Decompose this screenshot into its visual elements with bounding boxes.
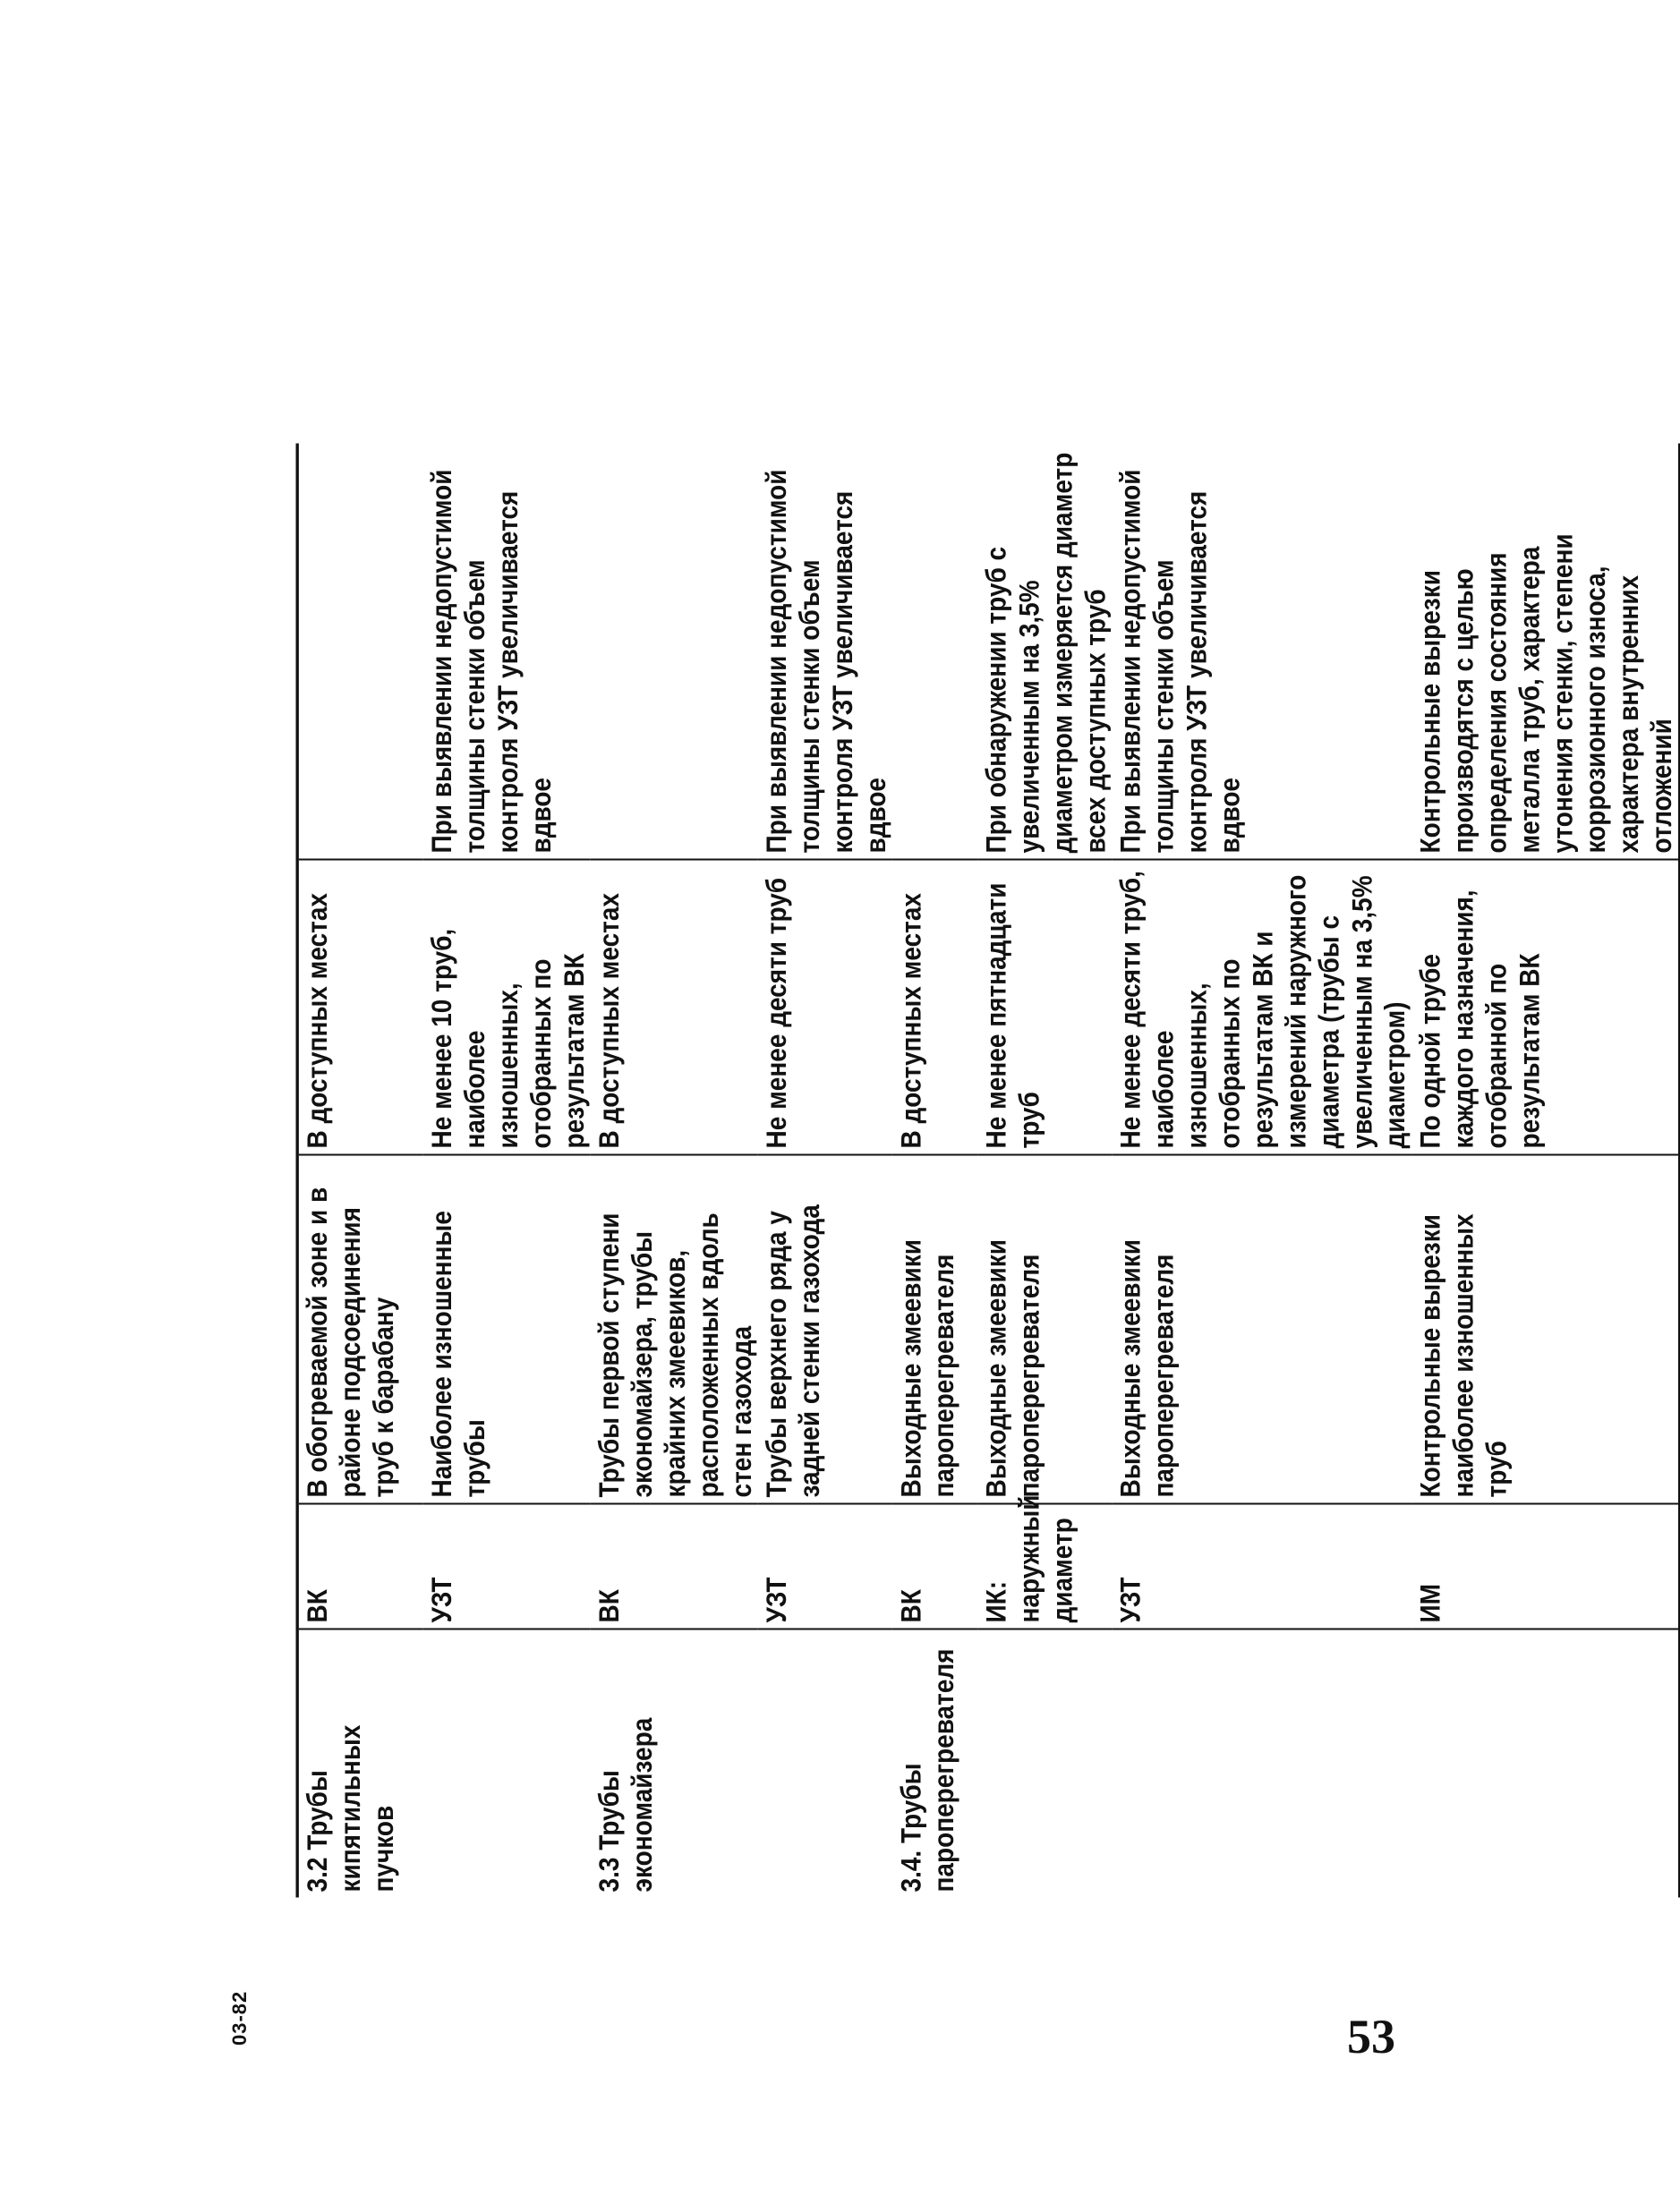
note-cell: При выявлении недопустимой толщины стенки объем контроля УЗТ увеличивается вдвое xyxy=(757,444,891,860)
volume-cell: Не менее десяти труб, наиболее изношенных, отобранных по результатам ВК и измерений наружного диаметра (трубы с увеличенным на 3,5% диаметром) xyxy=(1111,860,1411,1155)
zone-cell: В обогреваемой зоне и в районе подсоединения труб к барабану xyxy=(297,1155,422,1504)
zone-cell: Трубы первой ступени экономайзера, трубы крайних змеевиков, расположенных вдоль стен газохода xyxy=(590,1155,757,1504)
zone-cell: Выходные змеевики пароперегревателя xyxy=(891,1155,976,1504)
inspection-table xyxy=(295,444,1680,1898)
zone-cell: Трубы верхнего ряда у задней стенки газохода xyxy=(757,1155,891,1504)
table-row xyxy=(422,444,590,1898)
doc-code: 03-82 xyxy=(228,1990,251,2046)
page-number: 53 xyxy=(1347,2010,1395,2063)
table-row xyxy=(1111,444,1411,1898)
object-cell xyxy=(1411,1629,1679,1898)
method-cell: УЗТ xyxy=(757,1504,891,1629)
table-row xyxy=(297,444,422,1898)
table-row xyxy=(1411,444,1679,1898)
table-row xyxy=(891,444,976,1898)
table-row xyxy=(590,444,757,1898)
method-cell: УЗТ xyxy=(1111,1504,1411,1629)
object-cell: 3.3 Трубы экономайзера xyxy=(593,1717,657,1893)
object-cell: 3.4. Трубы пароперегревателя xyxy=(894,1648,959,1893)
table-row xyxy=(976,444,1111,1898)
volume-cell: В доступных местах xyxy=(590,860,757,1155)
table-row xyxy=(757,444,891,1898)
method-cell: УЗТ xyxy=(422,1504,590,1629)
object-cell xyxy=(976,1629,1111,1898)
method-cell: ИМ xyxy=(1411,1504,1679,1629)
object-cell xyxy=(757,1629,891,1898)
zone-cell: Контрольные вырезки наиболее изношенных труб xyxy=(1411,1155,1679,1504)
method-cell: ВК xyxy=(297,1504,422,1629)
volume-cell: Не менее 10 труб, наиболее изношенных, отобранных по результатам ВК xyxy=(422,860,590,1155)
method-cell: ВК xyxy=(590,1504,757,1629)
note-cell xyxy=(590,444,757,860)
note-cell xyxy=(297,444,422,860)
object-cell xyxy=(422,1629,590,1898)
rotated-page-content xyxy=(295,444,1676,1898)
zone-cell: Выходные змеевики пароперегревателя xyxy=(976,1155,1111,1504)
note-cell xyxy=(891,444,976,860)
zone-cell: Наиболее изношенные трубы xyxy=(422,1155,590,1504)
volume-cell: Не менее пятнадцати труб xyxy=(976,860,1111,1155)
volume-cell: Не менее десяти труб xyxy=(757,860,891,1155)
volume-cell: В доступных местах xyxy=(891,860,976,1155)
method-cell: ИК: наружный диаметр xyxy=(976,1504,1111,1629)
note-cell: При обнаружении труб с увеличенным на 3,5% диаметром измеряется диаметр всех доступных труб xyxy=(976,444,1111,860)
note-cell: При выявлении недопустимой толщины стенки объем контроля УЗТ увеличивается вдвое xyxy=(1111,444,1411,860)
zone-cell: Выходные змеевики пароперегревателя xyxy=(1111,1155,1411,1504)
volume-cell: В доступных местах xyxy=(297,860,422,1155)
note-cell: При выявлении недопустимой толщины стенки объем контроля УЗТ увеличивается вдвое xyxy=(422,444,590,860)
object-cell: 3.2 Трубы кипятильных пучков xyxy=(297,1629,422,1898)
note-cell: Контрольные вырезки производятся с целью определения состояния металла труб, характера утонения стенки, степени коррозионного износа, характера внутренних отложений xyxy=(1411,444,1679,860)
volume-cell: По одной трубе каждого назначения, отобранной по результатам ВК xyxy=(1411,860,1679,1155)
object-cell xyxy=(1111,1629,1411,1898)
method-cell: ВК xyxy=(891,1504,976,1629)
